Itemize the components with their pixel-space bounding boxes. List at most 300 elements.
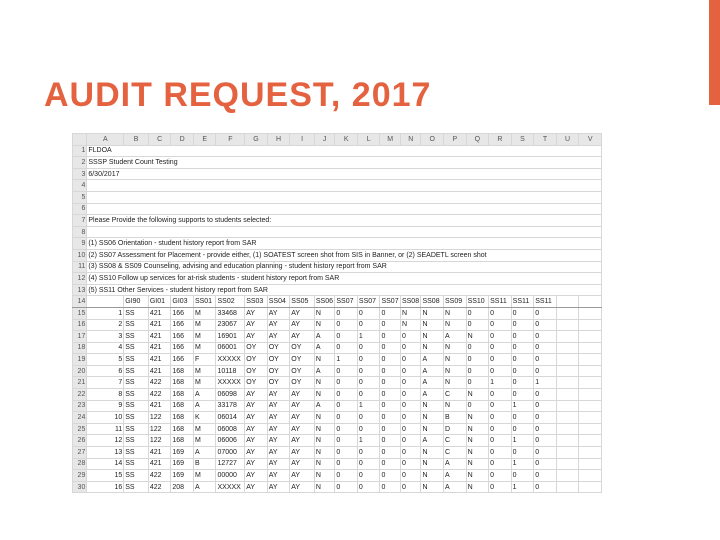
- data-cell[interactable]: 0: [357, 423, 380, 435]
- data-cell[interactable]: 0: [335, 481, 358, 493]
- data-cell[interactable]: OY: [245, 365, 268, 377]
- data-cell[interactable]: 421: [148, 307, 171, 319]
- row-number[interactable]: 20: [73, 365, 87, 377]
- column-header-cell[interactable]: [87, 296, 124, 308]
- data-cell[interactable]: A: [193, 400, 216, 412]
- data-cell[interactable]: N: [466, 470, 489, 482]
- data-cell[interactable]: AY: [290, 389, 315, 401]
- data-cell[interactable]: N: [421, 458, 444, 470]
- data-cell[interactable]: 0: [335, 458, 358, 470]
- data-cell[interactable]: 0: [511, 307, 534, 319]
- sheet-text-cell[interactable]: [87, 191, 602, 203]
- data-cell[interactable]: 1: [511, 400, 534, 412]
- data-cell[interactable]: A: [421, 377, 444, 389]
- data-cell[interactable]: 0: [400, 342, 421, 354]
- row-number[interactable]: 13: [73, 284, 87, 296]
- data-cell[interactable]: N: [314, 458, 335, 470]
- data-cell[interactable]: [556, 342, 579, 354]
- sheet-text-cell[interactable]: (2) SS07 Assessment for Placement - provide either, (1) SOATEST screen shot from SIS in Banner, or (2) SEADETL screen shot: [87, 249, 602, 261]
- column-letter[interactable]: U: [556, 134, 579, 146]
- row-number[interactable]: 17: [73, 331, 87, 343]
- column-letter[interactable]: I: [290, 134, 315, 146]
- data-cell[interactable]: 0: [511, 377, 534, 389]
- data-cell[interactable]: N: [314, 307, 335, 319]
- data-cell[interactable]: AY: [245, 319, 268, 331]
- data-cell[interactable]: C: [444, 447, 467, 459]
- data-cell[interactable]: 11: [87, 423, 124, 435]
- data-cell[interactable]: N: [466, 389, 489, 401]
- column-letter[interactable]: N: [400, 134, 421, 146]
- column-letter[interactable]: B: [124, 134, 149, 146]
- data-cell[interactable]: 0: [534, 470, 557, 482]
- sheet-text-cell[interactable]: SSSP Student Count Testing: [87, 157, 602, 169]
- data-cell[interactable]: M: [193, 423, 216, 435]
- data-cell[interactable]: N: [314, 354, 335, 366]
- data-cell[interactable]: [556, 447, 579, 459]
- row-number[interactable]: 14: [73, 296, 87, 308]
- data-cell[interactable]: 0: [380, 447, 401, 459]
- column-header-cell[interactable]: SS11: [511, 296, 534, 308]
- data-cell[interactable]: 122: [148, 435, 171, 447]
- data-cell[interactable]: 0: [534, 354, 557, 366]
- data-cell[interactable]: 0: [534, 331, 557, 343]
- row-number[interactable]: 16: [73, 319, 87, 331]
- data-cell[interactable]: 0: [400, 365, 421, 377]
- data-cell[interactable]: AY: [245, 481, 268, 493]
- data-cell[interactable]: A: [444, 331, 467, 343]
- data-cell[interactable]: N: [314, 447, 335, 459]
- data-cell[interactable]: B: [193, 458, 216, 470]
- sheet-text-cell[interactable]: [87, 203, 602, 215]
- data-cell[interactable]: M: [193, 342, 216, 354]
- column-header-cell[interactable]: [556, 296, 579, 308]
- data-cell[interactable]: AY: [267, 331, 290, 343]
- data-cell[interactable]: 06014: [216, 412, 245, 424]
- data-cell[interactable]: SS: [124, 342, 149, 354]
- data-cell[interactable]: N: [400, 319, 421, 331]
- data-cell[interactable]: 10: [87, 412, 124, 424]
- data-cell[interactable]: 0: [335, 423, 358, 435]
- data-cell[interactable]: N: [421, 307, 444, 319]
- column-header-cell[interactable]: SS08: [421, 296, 444, 308]
- data-cell[interactable]: 0: [489, 447, 512, 459]
- data-cell[interactable]: 0: [335, 412, 358, 424]
- row-number[interactable]: 30: [73, 481, 87, 493]
- data-cell[interactable]: 0: [380, 331, 401, 343]
- data-cell[interactable]: 0: [380, 435, 401, 447]
- data-cell[interactable]: 0: [335, 377, 358, 389]
- column-header-cell[interactable]: SS09: [444, 296, 467, 308]
- data-cell[interactable]: SS: [124, 447, 149, 459]
- data-cell[interactable]: 169: [171, 447, 194, 459]
- data-cell[interactable]: AY: [290, 412, 315, 424]
- data-cell[interactable]: XXXXX: [216, 354, 245, 366]
- row-number[interactable]: 25: [73, 423, 87, 435]
- data-cell[interactable]: A: [193, 447, 216, 459]
- row-number[interactable]: 28: [73, 458, 87, 470]
- column-header-cell[interactable]: SS01: [193, 296, 216, 308]
- data-cell[interactable]: N: [444, 400, 467, 412]
- data-cell[interactable]: 0: [511, 365, 534, 377]
- data-cell[interactable]: 0: [466, 307, 489, 319]
- data-cell[interactable]: AY: [267, 458, 290, 470]
- data-cell[interactable]: 8: [87, 389, 124, 401]
- data-cell[interactable]: N: [314, 319, 335, 331]
- data-cell[interactable]: SS: [124, 389, 149, 401]
- data-cell[interactable]: [556, 307, 579, 319]
- data-cell[interactable]: N: [314, 377, 335, 389]
- data-cell[interactable]: 421: [148, 400, 171, 412]
- data-cell[interactable]: 0: [511, 423, 534, 435]
- data-cell[interactable]: 168: [171, 377, 194, 389]
- data-cell[interactable]: N: [444, 319, 467, 331]
- data-cell[interactable]: M: [193, 377, 216, 389]
- data-cell[interactable]: N: [314, 412, 335, 424]
- row-number[interactable]: 19: [73, 354, 87, 366]
- data-cell[interactable]: 0: [380, 412, 401, 424]
- row-number[interactable]: 9: [73, 238, 87, 250]
- data-cell[interactable]: N: [314, 435, 335, 447]
- data-cell[interactable]: AY: [290, 435, 315, 447]
- data-cell[interactable]: SS: [124, 481, 149, 493]
- data-cell[interactable]: [579, 307, 602, 319]
- data-cell[interactable]: 1: [511, 481, 534, 493]
- data-cell[interactable]: 166: [171, 354, 194, 366]
- data-cell[interactable]: SS: [124, 458, 149, 470]
- data-cell[interactable]: 0: [534, 319, 557, 331]
- data-cell[interactable]: XXXXX: [216, 481, 245, 493]
- row-number[interactable]: 11: [73, 261, 87, 273]
- data-cell[interactable]: 0: [511, 447, 534, 459]
- data-cell[interactable]: [556, 435, 579, 447]
- data-cell[interactable]: 13: [87, 447, 124, 459]
- data-cell[interactable]: AY: [290, 423, 315, 435]
- data-cell[interactable]: 0: [466, 319, 489, 331]
- data-cell[interactable]: 6: [87, 365, 124, 377]
- data-cell[interactable]: 0: [511, 412, 534, 424]
- data-cell[interactable]: AY: [267, 423, 290, 435]
- data-cell[interactable]: SS: [124, 423, 149, 435]
- data-cell[interactable]: 0: [489, 412, 512, 424]
- data-cell[interactable]: 33468: [216, 307, 245, 319]
- data-cell[interactable]: AY: [290, 307, 315, 319]
- column-letter[interactable]: L: [357, 134, 380, 146]
- data-cell[interactable]: 0: [489, 470, 512, 482]
- data-cell[interactable]: AY: [290, 481, 315, 493]
- row-number[interactable]: 1: [73, 145, 87, 157]
- data-cell[interactable]: 422: [148, 389, 171, 401]
- data-cell[interactable]: 1: [357, 400, 380, 412]
- data-cell[interactable]: N: [314, 389, 335, 401]
- data-cell[interactable]: [579, 365, 602, 377]
- data-cell[interactable]: AY: [267, 470, 290, 482]
- row-number[interactable]: 15: [73, 307, 87, 319]
- data-cell[interactable]: 0: [335, 319, 358, 331]
- row-number[interactable]: 4: [73, 180, 87, 192]
- data-cell[interactable]: M: [193, 435, 216, 447]
- data-cell[interactable]: N: [421, 400, 444, 412]
- data-cell[interactable]: M: [193, 470, 216, 482]
- data-cell[interactable]: 0: [534, 412, 557, 424]
- data-cell[interactable]: 06098: [216, 389, 245, 401]
- data-cell[interactable]: [579, 458, 602, 470]
- data-cell[interactable]: 0: [466, 365, 489, 377]
- data-cell[interactable]: 0: [335, 389, 358, 401]
- data-cell[interactable]: 0: [357, 354, 380, 366]
- data-cell[interactable]: N: [421, 423, 444, 435]
- column-header-cell[interactable]: GI90: [124, 296, 149, 308]
- data-cell[interactable]: N: [444, 354, 467, 366]
- data-cell[interactable]: N: [314, 423, 335, 435]
- data-cell[interactable]: 1: [357, 435, 380, 447]
- data-cell[interactable]: A: [444, 481, 467, 493]
- sheet-text-cell[interactable]: (4) SS10 Follow up services for at-risk students - student history report from SAR: [87, 273, 602, 285]
- data-cell[interactable]: 122: [148, 412, 171, 424]
- sheet-text-cell[interactable]: Please Provide the following supports to students selected:: [87, 215, 602, 227]
- data-cell[interactable]: 0: [489, 400, 512, 412]
- data-cell[interactable]: OY: [267, 342, 290, 354]
- data-cell[interactable]: [579, 400, 602, 412]
- data-cell[interactable]: 0: [380, 423, 401, 435]
- data-cell[interactable]: SS: [124, 400, 149, 412]
- data-cell[interactable]: C: [444, 435, 467, 447]
- data-cell[interactable]: OY: [245, 377, 268, 389]
- data-cell[interactable]: 0: [400, 447, 421, 459]
- data-cell[interactable]: 0: [380, 319, 401, 331]
- data-cell[interactable]: OY: [290, 342, 315, 354]
- row-number[interactable]: 8: [73, 226, 87, 238]
- data-cell[interactable]: N: [444, 377, 467, 389]
- data-cell[interactable]: N: [466, 423, 489, 435]
- data-cell[interactable]: AY: [290, 319, 315, 331]
- data-cell[interactable]: [556, 377, 579, 389]
- data-cell[interactable]: 0: [534, 342, 557, 354]
- data-cell[interactable]: 0: [511, 354, 534, 366]
- row-number[interactable]: 5: [73, 191, 87, 203]
- data-cell[interactable]: 0: [534, 307, 557, 319]
- column-header-cell[interactable]: SS02: [216, 296, 245, 308]
- data-cell[interactable]: 421: [148, 331, 171, 343]
- data-cell[interactable]: M: [193, 331, 216, 343]
- data-cell[interactable]: [579, 447, 602, 459]
- column-letter[interactable]: A: [87, 134, 124, 146]
- data-cell[interactable]: 0: [489, 354, 512, 366]
- column-header-cell[interactable]: SS06: [314, 296, 335, 308]
- data-cell[interactable]: 0: [400, 481, 421, 493]
- data-cell[interactable]: AY: [267, 400, 290, 412]
- data-cell[interactable]: AY: [267, 447, 290, 459]
- data-cell[interactable]: 2: [87, 319, 124, 331]
- data-cell[interactable]: AY: [245, 447, 268, 459]
- data-cell[interactable]: [556, 470, 579, 482]
- column-header-cell[interactable]: SS08: [400, 296, 421, 308]
- data-cell[interactable]: AY: [267, 481, 290, 493]
- data-cell[interactable]: SS: [124, 377, 149, 389]
- data-cell[interactable]: AY: [290, 470, 315, 482]
- data-cell[interactable]: SS: [124, 365, 149, 377]
- data-cell[interactable]: 0: [380, 470, 401, 482]
- data-cell[interactable]: 1: [335, 354, 358, 366]
- data-cell[interactable]: 14: [87, 458, 124, 470]
- data-cell[interactable]: 0: [357, 342, 380, 354]
- data-cell[interactable]: A: [421, 389, 444, 401]
- data-cell[interactable]: 0: [400, 412, 421, 424]
- data-cell[interactable]: 15: [87, 470, 124, 482]
- data-cell[interactable]: 168: [171, 412, 194, 424]
- data-cell[interactable]: OY: [245, 354, 268, 366]
- data-cell[interactable]: 9: [87, 400, 124, 412]
- data-cell[interactable]: 0: [534, 389, 557, 401]
- data-cell[interactable]: AY: [245, 423, 268, 435]
- data-cell[interactable]: N: [314, 470, 335, 482]
- data-cell[interactable]: [579, 423, 602, 435]
- data-cell[interactable]: XXXXX: [216, 377, 245, 389]
- data-cell[interactable]: 0: [357, 377, 380, 389]
- data-cell[interactable]: AY: [245, 412, 268, 424]
- data-cell[interactable]: 1: [511, 458, 534, 470]
- data-cell[interactable]: 0: [380, 389, 401, 401]
- row-number[interactable]: 23: [73, 400, 87, 412]
- data-cell[interactable]: 0: [534, 423, 557, 435]
- data-cell[interactable]: [579, 412, 602, 424]
- data-cell[interactable]: 168: [171, 423, 194, 435]
- data-cell[interactable]: 168: [171, 400, 194, 412]
- data-cell[interactable]: 169: [171, 458, 194, 470]
- data-cell[interactable]: 166: [171, 342, 194, 354]
- data-cell[interactable]: AY: [290, 331, 315, 343]
- data-cell[interactable]: 208: [171, 481, 194, 493]
- data-cell[interactable]: 0: [335, 342, 358, 354]
- column-header-cell[interactable]: SS05: [290, 296, 315, 308]
- data-cell[interactable]: N: [421, 342, 444, 354]
- data-cell[interactable]: 1: [511, 435, 534, 447]
- column-header-cell[interactable]: SS07: [335, 296, 358, 308]
- sheet-text-cell[interactable]: [87, 226, 602, 238]
- data-cell[interactable]: A: [314, 400, 335, 412]
- data-cell[interactable]: K: [193, 412, 216, 424]
- data-cell[interactable]: [579, 319, 602, 331]
- data-cell[interactable]: 0: [400, 331, 421, 343]
- data-cell[interactable]: A: [193, 389, 216, 401]
- data-cell[interactable]: SS: [124, 354, 149, 366]
- data-cell[interactable]: M: [193, 365, 216, 377]
- data-cell[interactable]: OY: [267, 365, 290, 377]
- data-cell[interactable]: 0: [489, 307, 512, 319]
- data-cell[interactable]: 0: [489, 342, 512, 354]
- data-cell[interactable]: 16: [87, 481, 124, 493]
- data-cell[interactable]: AY: [245, 331, 268, 343]
- data-cell[interactable]: 0: [357, 447, 380, 459]
- row-number[interactable]: 6: [73, 203, 87, 215]
- data-cell[interactable]: [579, 389, 602, 401]
- column-header-cell[interactable]: SS11: [489, 296, 512, 308]
- column-letter[interactable]: S: [511, 134, 534, 146]
- data-cell[interactable]: M: [193, 319, 216, 331]
- data-cell[interactable]: 0: [534, 447, 557, 459]
- data-cell[interactable]: AY: [245, 389, 268, 401]
- data-cell[interactable]: 3: [87, 331, 124, 343]
- data-cell[interactable]: 0: [511, 331, 534, 343]
- data-cell[interactable]: 23067: [216, 319, 245, 331]
- data-cell[interactable]: N: [466, 331, 489, 343]
- data-cell[interactable]: N: [466, 458, 489, 470]
- column-letter[interactable]: K: [335, 134, 358, 146]
- row-number[interactable]: 26: [73, 435, 87, 447]
- data-cell[interactable]: 1: [534, 377, 557, 389]
- data-cell[interactable]: 0: [466, 354, 489, 366]
- data-cell[interactable]: N: [444, 365, 467, 377]
- data-cell[interactable]: 0: [511, 470, 534, 482]
- column-letter[interactable]: R: [489, 134, 512, 146]
- data-cell[interactable]: 421: [148, 354, 171, 366]
- column-letter[interactable]: P: [444, 134, 467, 146]
- column-letter[interactable]: O: [421, 134, 444, 146]
- data-cell[interactable]: 168: [171, 389, 194, 401]
- data-cell[interactable]: 0: [466, 342, 489, 354]
- data-cell[interactable]: 0: [534, 435, 557, 447]
- column-letter[interactable]: H: [267, 134, 290, 146]
- data-cell[interactable]: 0: [511, 342, 534, 354]
- data-cell[interactable]: SS: [124, 331, 149, 343]
- data-cell[interactable]: 0: [357, 470, 380, 482]
- data-cell[interactable]: [556, 354, 579, 366]
- data-cell[interactable]: N: [421, 481, 444, 493]
- data-cell[interactable]: SS: [124, 470, 149, 482]
- data-cell[interactable]: AY: [290, 400, 315, 412]
- data-cell[interactable]: 0: [357, 319, 380, 331]
- data-cell[interactable]: 0: [466, 377, 489, 389]
- data-cell[interactable]: 0: [380, 307, 401, 319]
- data-cell[interactable]: AY: [267, 307, 290, 319]
- data-cell[interactable]: AY: [267, 389, 290, 401]
- data-cell[interactable]: OY: [267, 377, 290, 389]
- data-cell[interactable]: [556, 365, 579, 377]
- sheet-text-cell[interactable]: [87, 180, 602, 192]
- data-cell[interactable]: [579, 377, 602, 389]
- data-cell[interactable]: 0: [534, 481, 557, 493]
- data-cell[interactable]: A: [444, 458, 467, 470]
- column-letter[interactable]: D: [171, 134, 194, 146]
- row-number[interactable]: 21: [73, 377, 87, 389]
- data-cell[interactable]: SS: [124, 319, 149, 331]
- row-number[interactable]: 2: [73, 157, 87, 169]
- data-cell[interactable]: 1: [87, 307, 124, 319]
- data-cell[interactable]: 422: [148, 470, 171, 482]
- column-header-cell[interactable]: GI01: [148, 296, 171, 308]
- data-cell[interactable]: 0: [400, 435, 421, 447]
- column-header-cell[interactable]: SS03: [245, 296, 268, 308]
- row-number[interactable]: 3: [73, 168, 87, 180]
- data-cell[interactable]: 0: [400, 400, 421, 412]
- data-cell[interactable]: [556, 400, 579, 412]
- column-letter[interactable]: F: [216, 134, 245, 146]
- data-cell[interactable]: 166: [171, 319, 194, 331]
- data-cell[interactable]: N: [466, 447, 489, 459]
- data-cell[interactable]: [579, 354, 602, 366]
- data-cell[interactable]: 33178: [216, 400, 245, 412]
- data-cell[interactable]: 0: [511, 389, 534, 401]
- column-letter[interactable]: J: [314, 134, 335, 146]
- data-cell[interactable]: [556, 389, 579, 401]
- data-cell[interactable]: 0: [357, 389, 380, 401]
- column-letter[interactable]: T: [534, 134, 557, 146]
- data-cell[interactable]: 0: [380, 400, 401, 412]
- column-header-cell[interactable]: SS07: [380, 296, 401, 308]
- data-cell[interactable]: 06001: [216, 342, 245, 354]
- column-letter[interactable]: C: [148, 134, 171, 146]
- data-cell[interactable]: 0: [357, 307, 380, 319]
- data-cell[interactable]: D: [444, 423, 467, 435]
